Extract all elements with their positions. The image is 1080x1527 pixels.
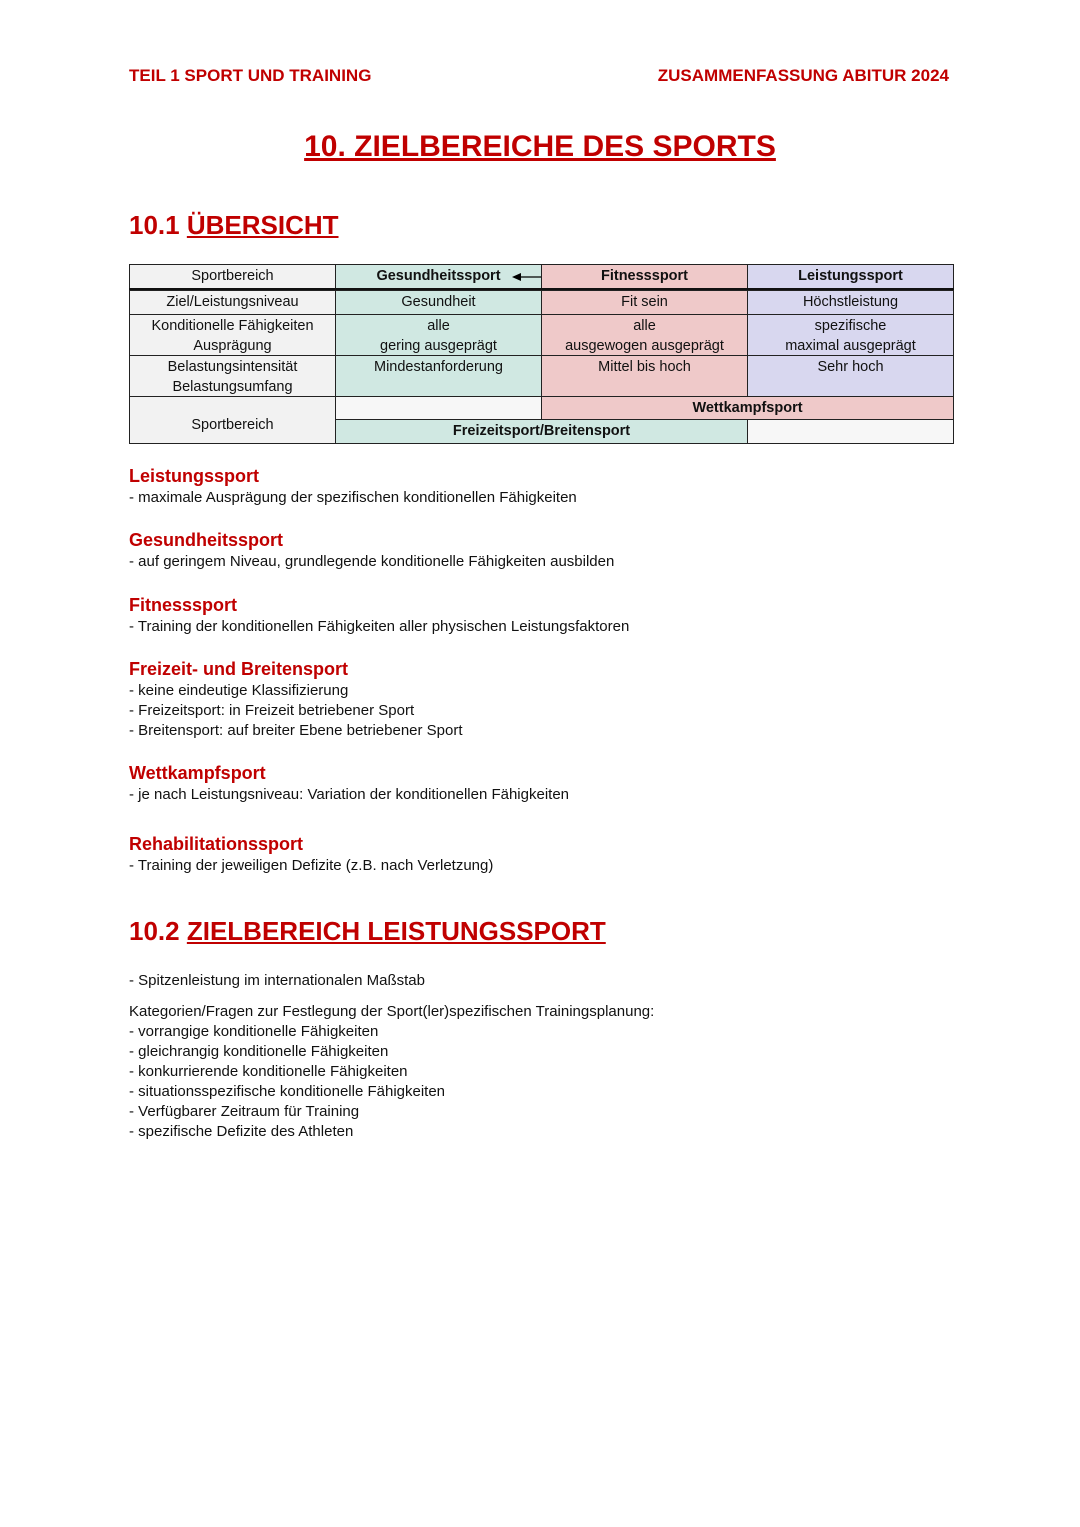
section2-body: - Spitzenleistung im internationalen Maßstab Kategorien/Fragen zur Festlegung der Sport(ler)spezifischen Trainingsplanung: - vorrangige konditionelle Fähigkeiten - gleichrangig konditionelle Fähigkeiten - konkurrierende konditionelle Fähigkeiten - situationsspezifische konditionelle Fähigkeiten - Verfügbarer Zeitraum für Training - spezifische Defizite des Athleten xyxy=(129,972,655,1140)
table-cell: Sportbereich xyxy=(129,396,336,444)
header-left: TEIL 1 SPORT UND TRAINING xyxy=(129,66,372,85)
overview-table xyxy=(129,264,954,444)
table-cell: Fit sein xyxy=(541,290,748,315)
table-cell: spezifische maximal ausgeprägt xyxy=(747,314,954,356)
definition-gesundheitssport: Gesundheitssport - auf geringem Niveau, grundlegende konditionelle Fähigkeiten ausbilden xyxy=(129,530,615,570)
table-cell-empty xyxy=(747,419,954,444)
table-cell: Sehr hoch xyxy=(747,355,954,397)
definition-freizeitsport: Freizeit- und Breitensport - keine eindeutige Klassifizierung - Freizeitsport: in Freizeit betriebener Sport - Breitensport: auf breiter Ebene betriebener Sport xyxy=(129,659,463,739)
table-cell: Belastungsintensität Belastungsumfang xyxy=(129,355,336,397)
table-header-cell: Sportbereich xyxy=(129,264,336,289)
definition-leistungssport: Leistungssport - maximale Ausprägung der spezifischen konditionellen Fähigkeiten xyxy=(129,466,577,506)
section-heading-2: 10.2 ZIELBEREICH LEISTUNGSSPORT xyxy=(129,916,606,946)
definition-fitnesssport: Fitnesssport - Training der konditionellen Fähigkeiten aller physischen Leistungsfaktoren xyxy=(129,595,630,635)
table-header-cell: Fitnesssport xyxy=(541,264,748,289)
table-cell: Höchstleistung xyxy=(747,290,954,315)
page-title: 10. ZIELBEREICHE DES SPORTS xyxy=(304,130,776,163)
table-cell: Gesundheit xyxy=(335,290,542,315)
wettkampfsport-cell: Wettkampfsport xyxy=(541,396,954,420)
header-right: ZUSAMMENFASSUNG ABITUR 2024 xyxy=(657,66,949,85)
freizeitsport-cell: Freizeitsport/Breitensport xyxy=(335,419,748,444)
table-cell: Mindestanforderung xyxy=(335,355,542,397)
table-cell: Ziel/Leistungsniveau xyxy=(129,290,336,315)
table-cell-empty xyxy=(335,396,542,420)
definition-rehasport: Rehabilitationssport - Training der jeweiligen Defizite (z.B. nach Verletzung) xyxy=(129,834,494,874)
table-header-cell: Gesundheitssport xyxy=(335,264,542,289)
table-cell: alle ausgewogen ausgeprägt xyxy=(541,314,748,356)
table-cell: Konditionelle Fähigkeiten Ausprägung xyxy=(129,314,336,356)
table-cell: Mittel bis hoch xyxy=(541,355,748,397)
definition-wettkampfsport: Wettkampfsport - je nach Leistungsniveau: Variation der konditionellen Fähigkeiten xyxy=(129,763,570,803)
section-heading-1: 10.1 ÜBERSICHT xyxy=(129,210,339,240)
table-header-cell: Leistungssport xyxy=(747,264,954,289)
table-cell: alle gering ausgeprägt xyxy=(335,314,542,356)
